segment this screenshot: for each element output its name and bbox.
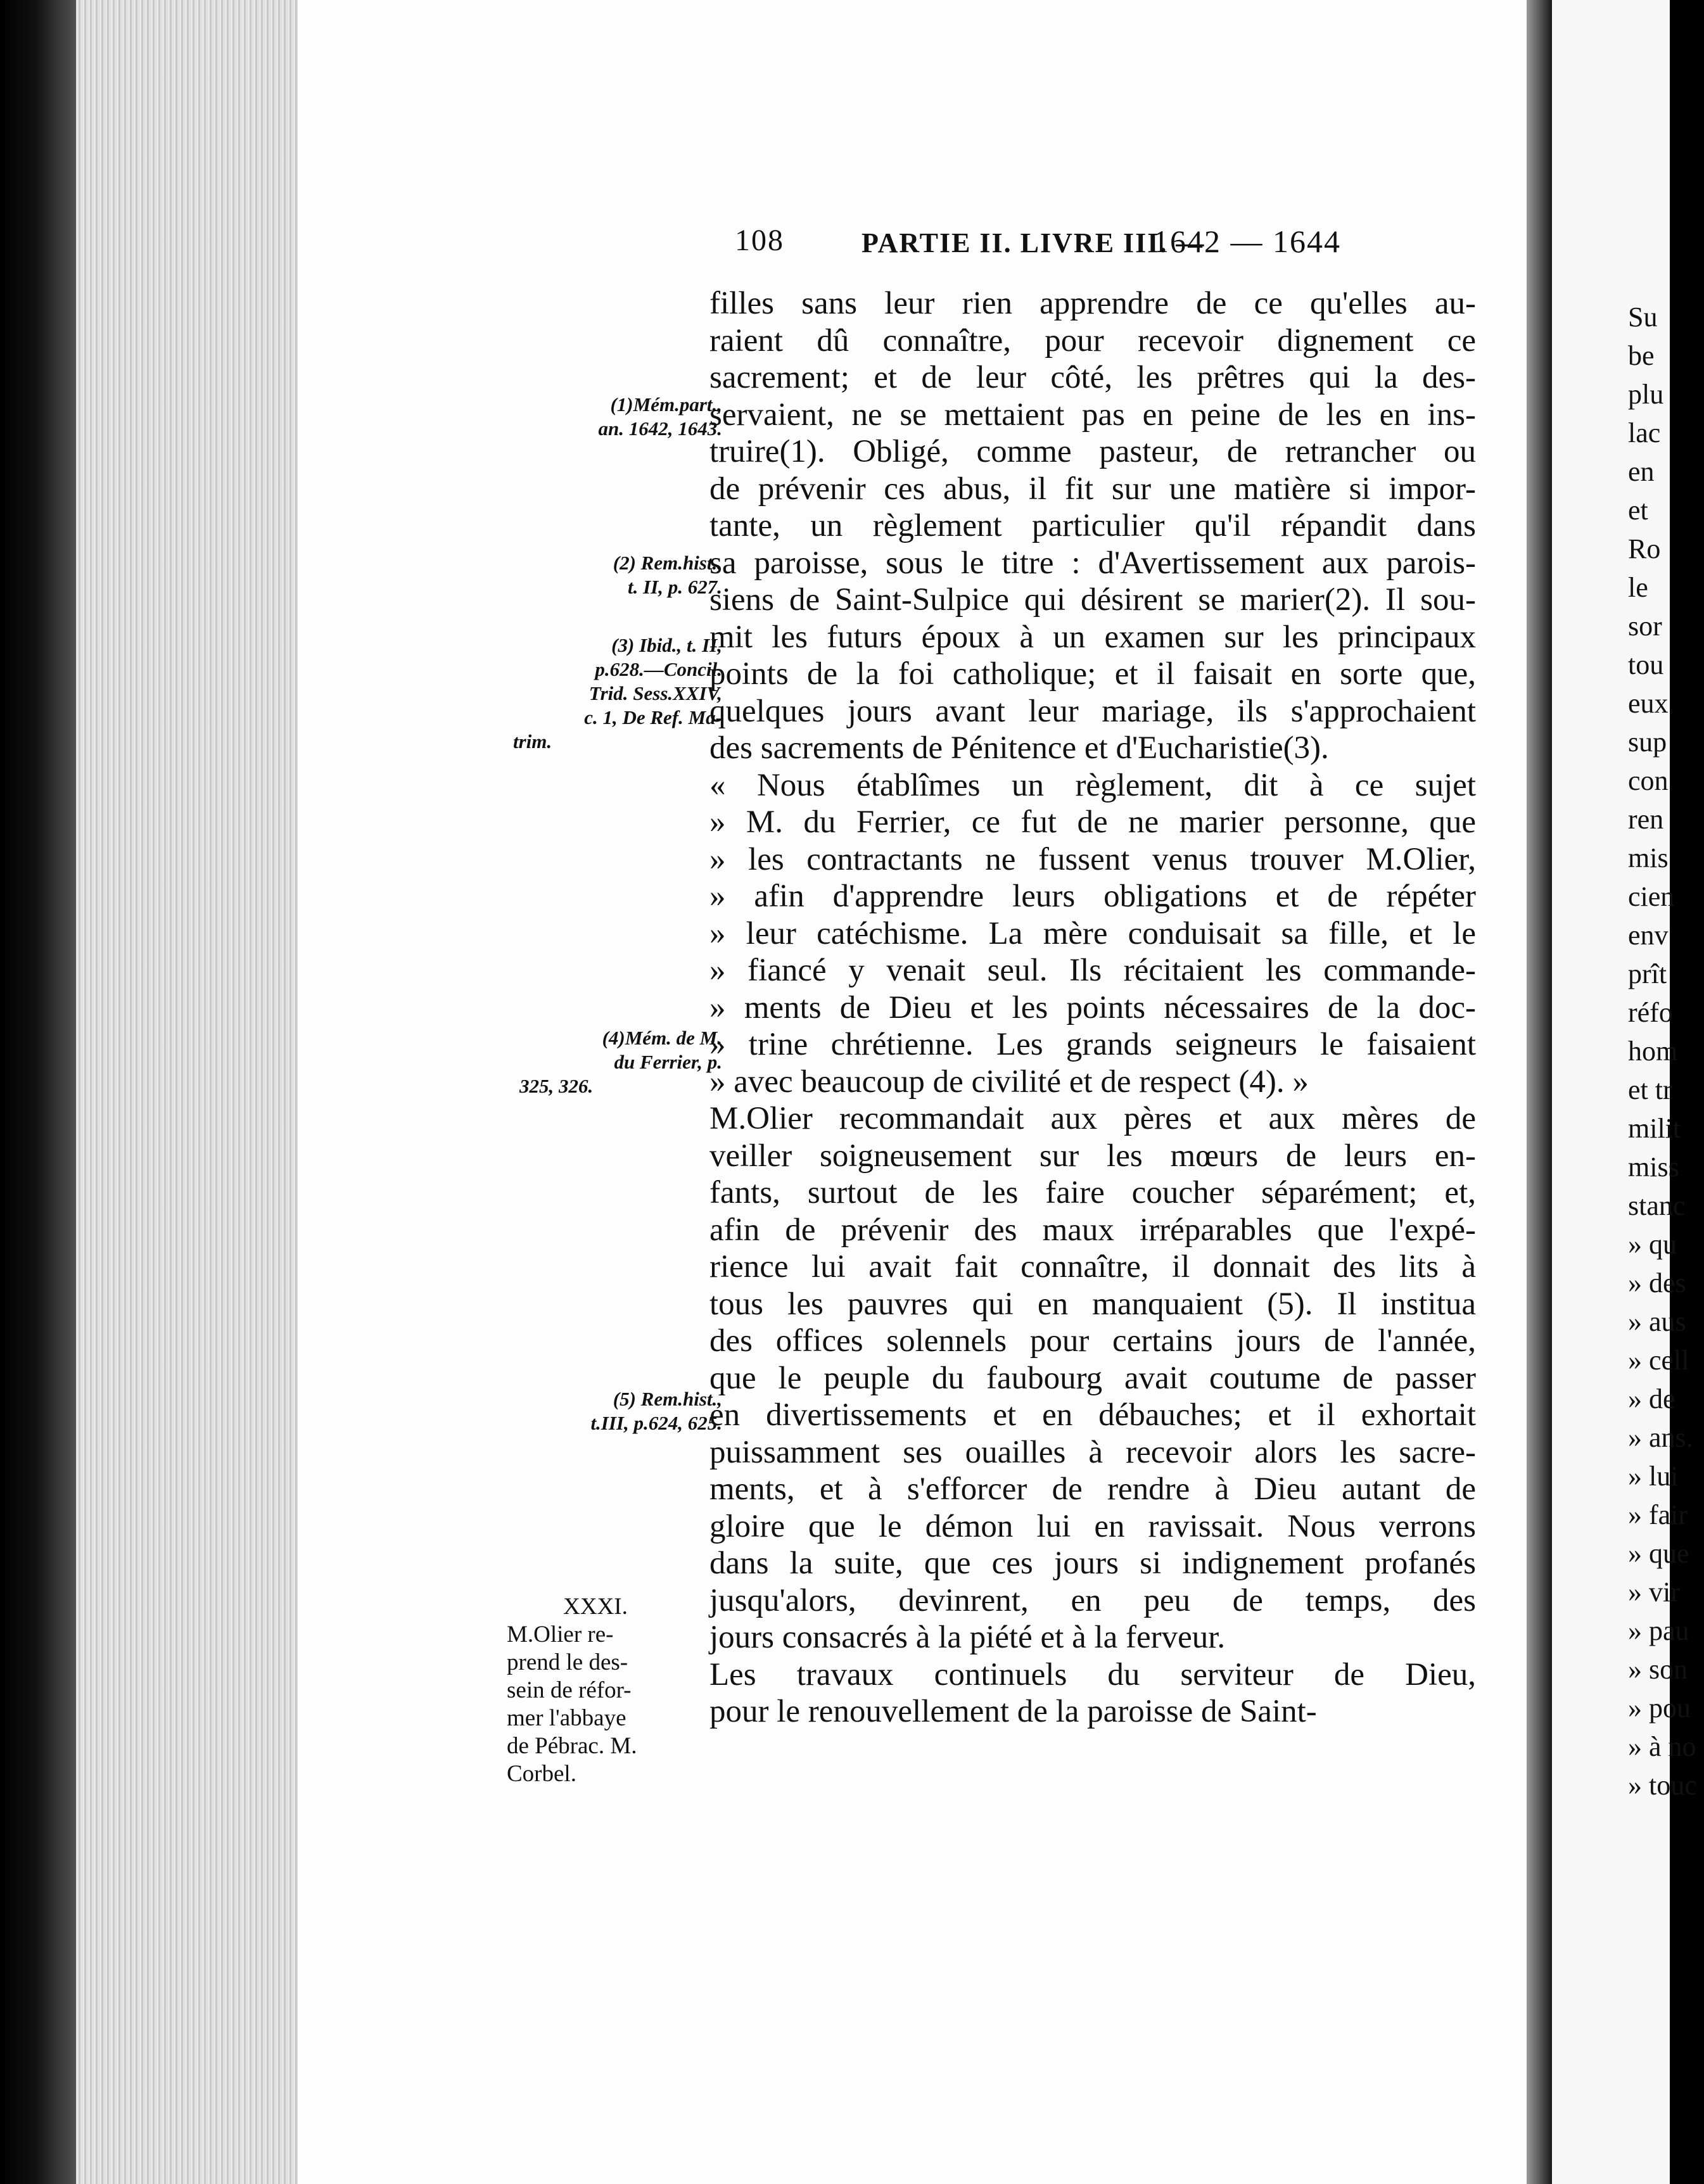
sidenote-line: M.Olier re- [507, 1622, 614, 1648]
margin-note-4 [494, 1026, 722, 1098]
text-line: des offices solennels pour certains jours de l'année, [709, 1323, 1476, 1359]
text-line: » afin d'apprendre leurs obligations et de répéter [709, 879, 1476, 914]
sidenote-line: de Pébrac. M. [507, 1733, 637, 1759]
facing-page-line: » des [1628, 1267, 1686, 1298]
facing-page-line: prît [1628, 958, 1667, 989]
margin-note-line: c. 1, De Ref. Ma- [584, 706, 722, 728]
text-line: » avec beaucoup de civilité et de respect (4). » [709, 1063, 1309, 1100]
facing-page-line: » son [1628, 1654, 1688, 1685]
facing-page-line: le [1628, 572, 1648, 603]
book-gutter [1527, 0, 1552, 2184]
facing-page-line: sor [1628, 611, 1662, 642]
text-line: truire(1). Obligé, comme pasteur, de retrancher ou [709, 434, 1476, 469]
margin-note-2 [494, 551, 722, 599]
margin-note-line: p.628.—Concil. [595, 658, 722, 680]
section-sidenote [507, 1593, 684, 1788]
running-header [735, 223, 1381, 267]
text-line: mit les futurs époux à un examen sur les principaux [709, 619, 1476, 655]
text-line: filles sans leur rien apprendre de ce qu'elles au- [709, 286, 1476, 321]
text-line: servaient, ne se mettaient pas en peine de les en ins- [709, 397, 1476, 433]
text-line: raient dû connaître, pour recevoir dignement ce [709, 322, 1476, 359]
text-line: en divertissements et en débauches; et il exhortait [709, 1397, 1476, 1433]
facing-page-line: » lui [1628, 1461, 1679, 1492]
facing-page-line: ren [1628, 804, 1664, 835]
facing-page-line: et tr [1628, 1074, 1672, 1105]
margin-note-line: t. II, p. 627. [628, 576, 722, 598]
margin-note-line: 325, 326. [519, 1075, 594, 1097]
facing-page-line: » qu [1628, 1229, 1677, 1260]
text-line: M.Olier recommandait aux pères et aux mères de [709, 1101, 1476, 1136]
facing-page-line: cien [1628, 881, 1675, 912]
facing-page-line: en [1628, 456, 1655, 487]
text-line: que le peuple du faubourg avait coutume de passer [709, 1360, 1476, 1396]
facing-page-line: stanc [1628, 1190, 1686, 1221]
facing-page-line: eux [1628, 688, 1669, 719]
facing-page-line: hom [1628, 1036, 1678, 1067]
margin-note-line: trim. [513, 730, 552, 752]
text-line: afin de prévenir des maux irréparables que l'expé- [709, 1212, 1476, 1248]
text-line: » trine chrétienne. Les grands seigneurs le faisaient [709, 1027, 1476, 1062]
facing-page-line: Su [1628, 302, 1658, 333]
text-line: » fiancé y venait seul. Ils récitaient les commande- [709, 953, 1476, 988]
facing-page-line: » ans. [1628, 1422, 1693, 1453]
text-line: sacrement; et de leur côté, les prêtres qui la des- [709, 360, 1476, 395]
text-line: dans la suite, que ces jours si indignement profanés [709, 1546, 1476, 1581]
text-line: jours consacrés à la piété et à la ferveur. [709, 1620, 1226, 1655]
text-line: tous les pauvres qui en manquaient (5). Il institua [709, 1286, 1476, 1322]
facing-page-line: » touc [1628, 1770, 1697, 1801]
text-line: fants, surtout de les faire coucher séparément; et, [709, 1175, 1476, 1210]
section-number: XXXI. [563, 1594, 628, 1620]
margin-note-line: (5) Rem.hist., [613, 1388, 722, 1410]
facing-page-line: lac [1628, 417, 1661, 448]
text-line: « Nous établîmes un règlement, dit à ce sujet [709, 767, 1476, 803]
text-line: jusqu'alors, devinrent, en peu de temps, des [709, 1582, 1476, 1618]
header-years: 1642 — 1644 [1153, 224, 1341, 259]
facing-page-line: » cell [1628, 1345, 1689, 1376]
sidenote-line: sein de réfor- [507, 1677, 632, 1703]
facing-page-line: » que [1628, 1538, 1689, 1569]
margin-note-line: du Ferrier, p. [614, 1051, 722, 1073]
sidenote-line: prend le des- [507, 1649, 628, 1675]
text-line: » les contractants ne fussent venus trouver M.Olier, [709, 841, 1476, 877]
facing-page-line: » de [1628, 1383, 1675, 1414]
margin-note-line: (4)Mém. de M. [602, 1027, 722, 1049]
facing-page-line: milit [1628, 1113, 1681, 1144]
facing-page-line: env [1628, 920, 1669, 951]
text-line: ments, et à s'efforcer de rendre à Dieu autant de [709, 1471, 1476, 1507]
text-line: de prévenir ces abus, il fit sur une matière si impor- [709, 471, 1476, 507]
facing-page-line: » vir [1628, 1577, 1680, 1608]
text-line: des sacrements de Pénitence et d'Eucharistie(3). [709, 730, 1329, 766]
margin-note-line: (3) Ibid., t. II, [611, 634, 722, 656]
page-number: 108 [735, 224, 784, 257]
text-line: pour le renouvellement de la paroisse de Saint- [709, 1694, 1317, 1729]
facing-page-line: sup [1628, 727, 1667, 758]
margin-note-line: (1)Mém.part., [610, 393, 722, 416]
text-line: » leur catéchisme. La mère conduisait sa fille, et le [709, 915, 1476, 951]
margin-note-line: Trid. Sess.XXIV, [588, 682, 722, 704]
facing-page-line: » pau [1628, 1615, 1689, 1646]
facing-page-line: et [1628, 495, 1648, 526]
sidenote-line: mer l'abbaye [507, 1705, 626, 1731]
text-line: points de la foi catholique; et il faisait en sorte que, [709, 656, 1476, 692]
margin-note-line: t.III, p.624, 625. [590, 1412, 722, 1434]
facing-page-line: » aus [1628, 1306, 1686, 1337]
margin-note-1 [494, 393, 722, 441]
sidenote-line: Corbel. [507, 1761, 576, 1787]
facing-page-line: miss [1628, 1152, 1679, 1183]
text-line: siens de Saint-Sulpice qui désirent se marier(2). Il sou- [709, 582, 1476, 618]
facing-page-line: Ro [1628, 533, 1661, 564]
margin-note-line: (2) Rem.hist., [613, 552, 722, 574]
text-line: Les travaux continuels du serviteur de Dieu, [709, 1656, 1476, 1692]
margin-note-line: an. 1642, 1643. [598, 417, 722, 440]
text-line: sa paroisse, sous le titre : d'Avertissement aux parois- [709, 545, 1476, 581]
text-line: rience lui avait fait connaître, il donnait des lits à [709, 1249, 1476, 1285]
facing-page-line: » fair [1628, 1499, 1688, 1530]
facing-page-line: tou [1628, 649, 1664, 680]
facing-page-text [1628, 298, 1704, 1805]
facing-page-line: con [1628, 765, 1669, 796]
text-line: » ments de Dieu et les points nécessaires de la doc- [709, 989, 1476, 1025]
main-text [709, 285, 1476, 1730]
text-line: veiller soigneusement sur les mœurs de leurs en- [709, 1138, 1476, 1174]
margin-note-5 [494, 1387, 722, 1435]
margin-note-3 [494, 633, 722, 754]
page-edges [76, 0, 304, 2184]
facing-page-line: réfo [1628, 997, 1673, 1028]
text-line: puissamment ses ouailles à recevoir alors les sacre- [709, 1434, 1476, 1470]
text-line: gloire que le démon lui en ravissait. Nous verrons [709, 1508, 1476, 1544]
facing-page-line: plu [1628, 379, 1664, 410]
text-line: » M. du Ferrier, ce fut de ne marier personne, que [709, 804, 1476, 840]
text-line: tante, un règlement particulier qu'il répandit dans [709, 508, 1476, 543]
facing-page-line: » pou [1628, 1692, 1691, 1724]
text-line: quelques jours avant leur mariage, ils s'approchaient [709, 693, 1476, 729]
facing-page-line: » à no [1628, 1731, 1696, 1762]
book-edge-shadow [0, 0, 89, 2184]
running-title: PARTIE II. LIVRE III. — [862, 227, 1205, 258]
facing-page-line: mis [1628, 842, 1669, 873]
facing-page-line: be [1628, 340, 1655, 371]
